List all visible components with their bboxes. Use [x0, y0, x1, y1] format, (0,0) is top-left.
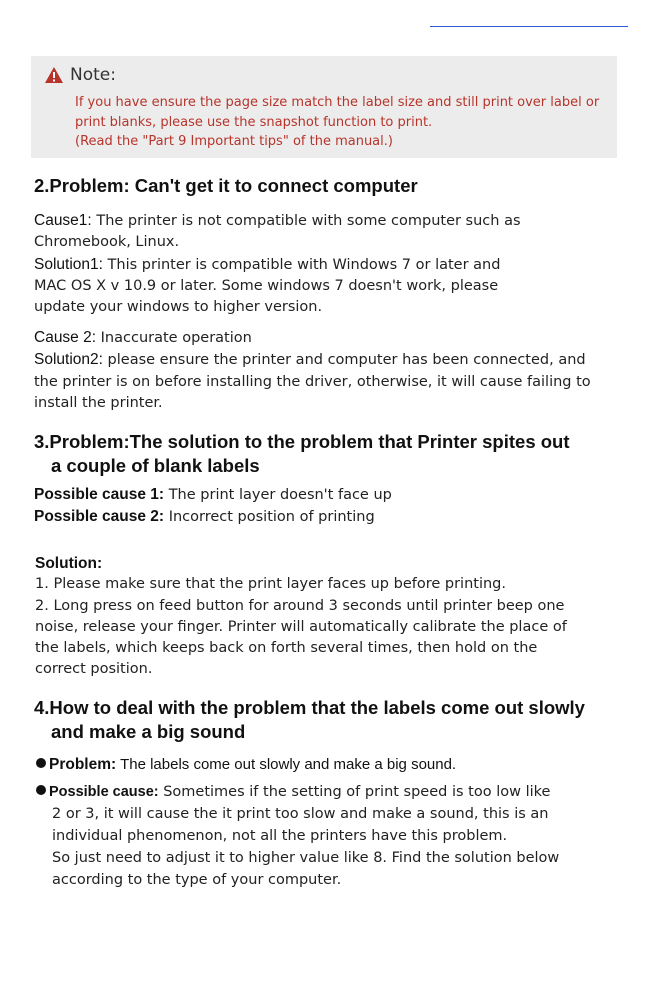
section-4-heading — [34, 696, 585, 744]
cause2-text: Inaccurate operation — [96, 330, 252, 346]
solution2-label: Solution2: — [34, 351, 103, 369]
bullet-icon — [36, 785, 46, 795]
solution1-label: Solution1: — [34, 255, 103, 273]
section-3-heading-line: a couple of blank labels — [51, 455, 260, 476]
note-box — [31, 56, 617, 158]
warning-icon — [44, 66, 64, 84]
section-3-heading — [34, 430, 570, 478]
solution-line: 1. Please make sure that the print layer faces up before printing. — [35, 576, 506, 593]
solution2-text: please ensure the printer and computer has been connected, and — [102, 352, 586, 369]
section-2-cause2 — [34, 327, 591, 414]
solution1-text-cont: update your windows to higher version. — [34, 299, 323, 316]
section-4-heading-line: and make a big sound — [51, 721, 246, 742]
bullet-icon — [36, 758, 46, 768]
solution2-text-cont: the printer is on before installing the driver, otherwise, it will cause failing to — [34, 373, 591, 390]
cause2-label: Cause 2: — [34, 329, 97, 346]
section-4-heading-line: 4.How to deal with the problem that the labels come out slowly — [34, 697, 585, 718]
section-3-causes — [34, 484, 392, 529]
header-rule — [430, 26, 628, 27]
solution2-text-cont: install the printer. — [34, 394, 163, 411]
possible-cause-1-label: Possible cause 1: — [34, 486, 165, 503]
possible-cause-2-label: Possible cause 2: — [34, 508, 165, 526]
section-2-heading: 2.Problem: Can't get it to connect computer — [34, 175, 418, 196]
section-2-cause1 — [34, 210, 521, 318]
cause1-text: The printer is not compatible with some computer such as — [91, 213, 521, 229]
cause1-label: Cause1: — [34, 212, 92, 229]
possible-cause-line: So just need to adjust it to higher value like 8. Find the solution below — [52, 850, 560, 866]
note-line: If you have ensure the page size match the label size and still print over label or — [75, 95, 600, 110]
possible-cause-line: 2 or 3, it will cause the it print too slow and make a sound, this is an — [52, 806, 549, 822]
solution-line: the labels, which keeps back on forth several times, then hold on the — [35, 640, 538, 657]
possible-cause-2-text: Incorrect position of printing — [164, 509, 375, 526]
solution-line: 2. Long press on feed button for around 3 seconds until printer beep one — [35, 597, 565, 614]
note-header — [44, 64, 116, 86]
possible-cause-line: individual phenomenon, not all the printers have this problem. — [52, 828, 508, 844]
possible-cause-line: according to the type of your computer. — [52, 872, 342, 888]
section-4-cause — [36, 781, 559, 891]
note-line: print blanks, please use the snapshot function to print. — [75, 114, 433, 130]
section-3-heading-line: 3.Problem:The solution to the problem that Printer spites out — [34, 431, 570, 452]
section-3-solution — [35, 553, 567, 681]
section-4-problem — [36, 754, 456, 776]
solution-label: Solution: — [35, 555, 103, 572]
solution-line: noise, release your finger. Printer will automatically calibrate the place of — [35, 618, 567, 635]
solution1-text-cont: MAC OS X v 10.9 or later. Some windows 7 doesn't work, please — [34, 277, 499, 294]
cause1-text-cont: Chromebook, Linux. — [34, 234, 180, 251]
note-text — [75, 93, 599, 152]
note-title: Note: — [70, 65, 116, 85]
possible-cause-1-text: The print layer doesn't face up — [164, 487, 392, 503]
possible-cause-label: Possible cause: — [49, 784, 159, 800]
possible-cause-text: Sometimes if the setting of print speed is too low like — [158, 784, 551, 800]
problem-text: The labels come out slowly and make a big sound. — [116, 756, 457, 773]
solution1-text: This printer is compatible with Windows 7 or later and — [102, 256, 501, 273]
note-line: (Read the "Part 9 Important tips" of the manual.) — [75, 134, 393, 149]
solution-line: correct position. — [35, 661, 153, 678]
problem-label: Problem: — [49, 756, 117, 773]
